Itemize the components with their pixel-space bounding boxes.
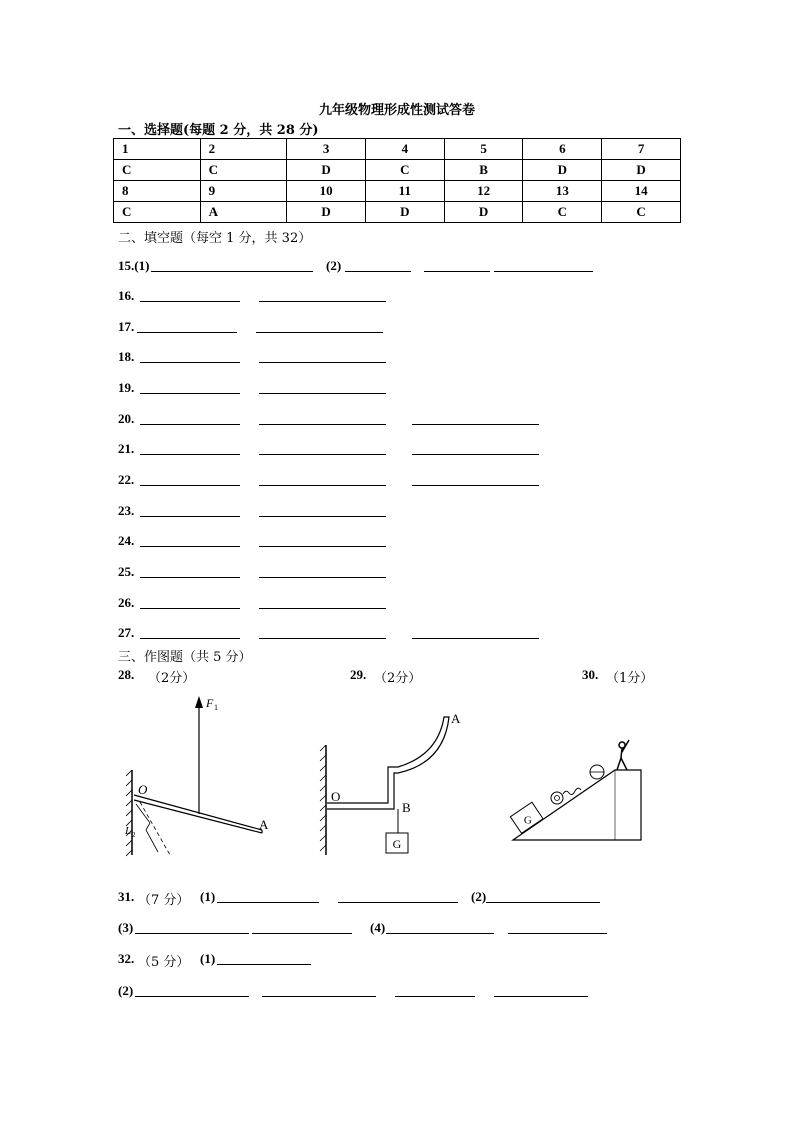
table-cell: D bbox=[444, 202, 523, 223]
table-cell: C bbox=[365, 160, 444, 181]
sub-question-label: (4) bbox=[370, 920, 386, 935]
points-label: （2分） bbox=[374, 671, 422, 686]
answer-blank[interactable] bbox=[217, 964, 311, 965]
point-o-label: O bbox=[331, 789, 341, 804]
figure-29-bent-bar[interactable] bbox=[318, 705, 478, 860]
table-cell: C bbox=[114, 202, 201, 223]
question-label: 18. bbox=[118, 349, 135, 364]
block-label: G bbox=[523, 814, 532, 827]
question-label: 22. bbox=[118, 472, 135, 487]
answer-blank[interactable] bbox=[259, 362, 386, 363]
arm-subscript: 2 bbox=[132, 831, 136, 839]
table-cell: C bbox=[200, 160, 287, 181]
table-cell: 8 bbox=[114, 181, 201, 202]
pivot-label: O bbox=[138, 782, 148, 797]
table-cell: 9 bbox=[200, 181, 287, 202]
question-label: 23. bbox=[118, 503, 135, 518]
question-label: 28. bbox=[118, 667, 135, 682]
answer-blank[interactable] bbox=[259, 393, 386, 394]
table-row bbox=[114, 139, 681, 160]
table-cell: D bbox=[365, 202, 444, 223]
points-label: （5 分） bbox=[138, 955, 190, 970]
pulley-icon bbox=[551, 792, 563, 804]
table-cell: 6 bbox=[523, 139, 602, 160]
points-label: （1分） bbox=[606, 671, 654, 686]
arm-label: L bbox=[125, 825, 132, 837]
answer-blank[interactable] bbox=[486, 902, 600, 903]
person-icon bbox=[617, 740, 629, 770]
point-a-label: A bbox=[451, 711, 461, 726]
points-label: （2分） bbox=[148, 671, 196, 686]
question-label: 20. bbox=[118, 411, 135, 426]
answer-blank[interactable] bbox=[140, 608, 240, 609]
answer-blank[interactable] bbox=[137, 332, 237, 333]
question-label: 19. bbox=[118, 380, 135, 395]
question-label: 32. bbox=[118, 951, 135, 966]
answer-blank[interactable] bbox=[140, 424, 240, 425]
question-label: 16. bbox=[118, 288, 135, 303]
figure-28-lever[interactable] bbox=[118, 690, 288, 865]
answer-blank[interactable] bbox=[140, 577, 240, 578]
answer-blank[interactable] bbox=[140, 362, 240, 363]
question-label: 27. bbox=[118, 625, 135, 640]
table-cell: 14 bbox=[602, 181, 681, 202]
table-cell: C bbox=[114, 160, 201, 181]
answer-blank[interactable] bbox=[140, 301, 240, 302]
answer-blank[interactable] bbox=[259, 638, 386, 639]
question-label: 29. bbox=[350, 667, 367, 682]
point-b-label: B bbox=[402, 800, 411, 815]
table-row bbox=[114, 160, 681, 181]
weight-label: G bbox=[392, 837, 402, 851]
force-subscript: 1 bbox=[214, 703, 218, 712]
sub-question-label: (2) bbox=[326, 258, 342, 273]
answer-blank[interactable] bbox=[259, 516, 386, 517]
answer-blank[interactable] bbox=[259, 454, 386, 455]
table-cell: 10 bbox=[287, 181, 366, 202]
answer-blank[interactable] bbox=[140, 638, 240, 639]
table-cell: A bbox=[200, 202, 287, 223]
table-cell: 5 bbox=[444, 139, 523, 160]
table-cell: 7 bbox=[602, 139, 681, 160]
section-1-heading: 一、选择题(每题 2 分，共 28 分) bbox=[118, 123, 319, 138]
page-title: 九年级物理形成性测试答卷 bbox=[318, 103, 475, 118]
answer-blank[interactable] bbox=[494, 996, 588, 997]
table-row bbox=[114, 181, 681, 202]
question-label: 30. bbox=[582, 667, 599, 682]
table-cell: 13 bbox=[523, 181, 602, 202]
answer-blank[interactable] bbox=[217, 902, 319, 903]
sub-question-label: (2) bbox=[118, 983, 134, 998]
answer-blank[interactable] bbox=[386, 933, 494, 934]
answer-blank[interactable] bbox=[345, 271, 411, 272]
table-cell: 12 bbox=[444, 181, 523, 202]
answer-blank[interactable] bbox=[412, 485, 539, 486]
answer-blank[interactable] bbox=[259, 485, 386, 486]
sub-question-label: (2) bbox=[471, 889, 487, 904]
table-cell: D bbox=[523, 160, 602, 181]
answer-blank[interactable] bbox=[259, 546, 386, 547]
table-cell: C bbox=[523, 202, 602, 223]
answer-blank[interactable] bbox=[151, 271, 313, 272]
answer-blank[interactable] bbox=[262, 996, 376, 997]
answer-blank[interactable] bbox=[252, 933, 352, 934]
answer-blank[interactable] bbox=[494, 271, 593, 272]
question-label: 24. bbox=[118, 533, 135, 548]
end-label: A bbox=[259, 817, 269, 832]
table-cell: 3 bbox=[287, 139, 366, 160]
answer-blank[interactable] bbox=[140, 516, 240, 517]
question-label: 21. bbox=[118, 441, 135, 456]
question-label: 25. bbox=[118, 564, 135, 579]
table-row bbox=[114, 202, 681, 223]
force-label: F bbox=[206, 696, 214, 710]
answer-blank[interactable] bbox=[140, 546, 240, 547]
answer-blank[interactable] bbox=[412, 454, 539, 455]
table-cell: D bbox=[287, 160, 366, 181]
answer-blank[interactable] bbox=[256, 332, 383, 333]
answer-blank[interactable] bbox=[140, 485, 240, 486]
table-cell: 4 bbox=[365, 139, 444, 160]
answer-blank[interactable] bbox=[259, 301, 386, 302]
table-cell: 11 bbox=[365, 181, 444, 202]
table-cell: D bbox=[602, 160, 681, 181]
answer-blank[interactable] bbox=[140, 393, 240, 394]
table-cell: 2 bbox=[200, 139, 287, 160]
table-cell: 1 bbox=[114, 139, 201, 160]
answer-blank[interactable] bbox=[395, 996, 475, 997]
question-label: 15.(1) bbox=[118, 258, 150, 273]
table-cell: D bbox=[287, 202, 366, 223]
spring-icon bbox=[563, 788, 581, 794]
answer-blank[interactable] bbox=[508, 933, 607, 934]
table-cell: C bbox=[602, 202, 681, 223]
question-label: 26. bbox=[118, 595, 135, 610]
answer-blank[interactable] bbox=[412, 424, 539, 425]
sub-question-label: (1) bbox=[200, 889, 216, 904]
points-label: （7 分） bbox=[138, 893, 190, 908]
sub-question-label: (3) bbox=[118, 920, 134, 935]
answer-blank[interactable] bbox=[412, 638, 539, 639]
answer-blank[interactable] bbox=[259, 577, 386, 578]
answer-blank[interactable] bbox=[424, 271, 490, 272]
answer-blank[interactable] bbox=[135, 996, 249, 997]
answer-table bbox=[113, 138, 681, 223]
answer-blank[interactable] bbox=[259, 608, 386, 609]
section-3-heading: 三、作图题（共 5 分） bbox=[118, 650, 252, 665]
answer-blank[interactable] bbox=[140, 454, 240, 455]
question-label: 31. bbox=[118, 889, 135, 904]
answer-blank[interactable] bbox=[259, 424, 386, 425]
section-2-heading: 二、填空题（每空 1 分，共 32） bbox=[118, 231, 312, 246]
table-cell: B bbox=[444, 160, 523, 181]
question-label: 17. bbox=[118, 319, 135, 334]
answer-blank[interactable] bbox=[338, 902, 458, 903]
figure-30-incline[interactable] bbox=[505, 730, 645, 845]
sub-question-label: (1) bbox=[200, 951, 216, 966]
arrow-head-icon bbox=[195, 696, 203, 708]
answer-blank[interactable] bbox=[135, 933, 249, 934]
